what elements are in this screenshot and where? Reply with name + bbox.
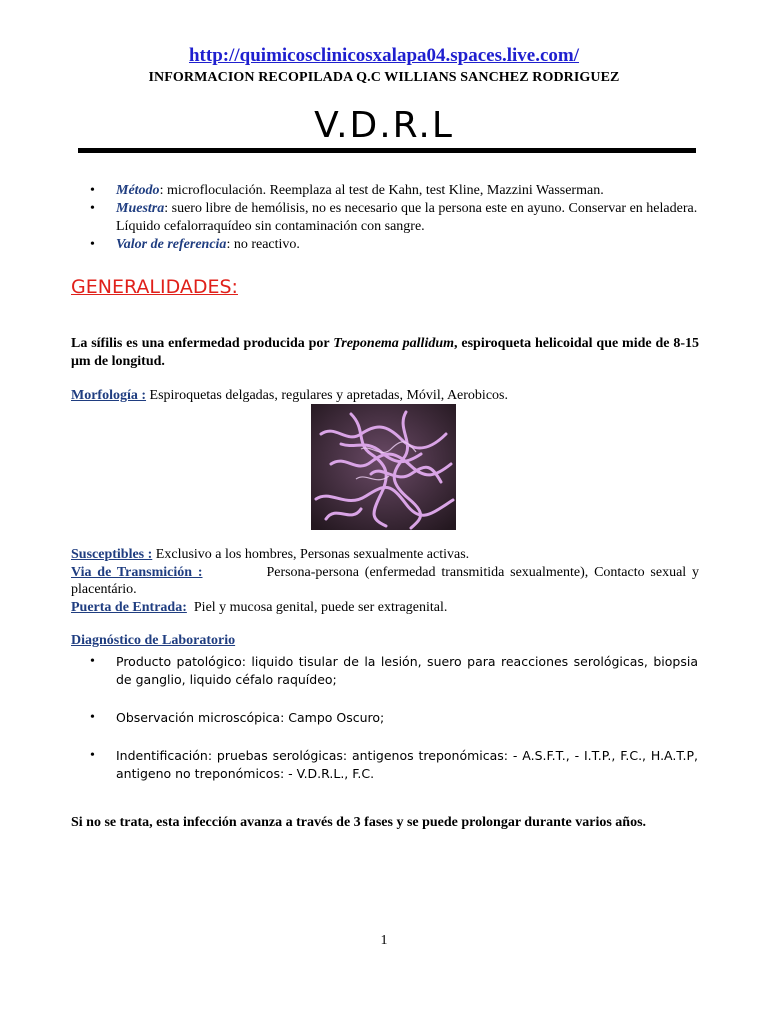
reference-label: Valor de referencia	[116, 237, 227, 252]
morphology-label: Morfología :	[71, 388, 147, 403]
summary-item-method	[88, 182, 708, 200]
summary-item-reference	[88, 236, 708, 254]
diagnosis-item: • Indentificación: pruebas serológicas: antigenos treponómicas: - A.S.F.T., - I.T.P., F.C., H.A.T.P, antigeno no treponómicos: - V.D.R.L., F.C.	[88, 747, 698, 783]
reference-text: : no reactivo.	[226, 237, 300, 252]
susceptibles-text: Exclusivo a los hombres, Personas sexualmente activas.	[152, 547, 470, 562]
entry-label: Puerta de Entrada:	[71, 600, 187, 615]
credit-line: INFORMACION RECOPILADA Q.C WILLIANS SANCHEZ RODRIGUEZ	[148, 70, 620, 85]
spirochete-micrograph	[311, 404, 456, 530]
title-divider	[78, 148, 696, 153]
morphology-text: Espiroquetas delgadas, regulares y apretadas, Móvil, Aerobicos.	[146, 388, 508, 403]
transmission-line	[71, 564, 703, 598]
intro-before: La sífilis es una enfermedad producida por	[71, 336, 334, 351]
entry-text: Piel y mucosa genital, puede ser extragenital.	[186, 600, 448, 615]
diagnosis-title: Diagnóstico de Laboratorio	[71, 633, 236, 648]
summary-item-sample	[88, 200, 708, 236]
transmission-text: Persona-persona (enfermedad transmitida sexualmente), Contacto sexual y placentário.	[71, 565, 703, 597]
diagnosis-list	[88, 653, 698, 783]
page-number: 1	[380, 933, 388, 948]
susceptibles-label: Susceptibles :	[71, 547, 153, 562]
sample-label: Muestra	[116, 201, 165, 216]
section-heading: GENERALIDADES:	[71, 276, 238, 298]
susceptibles-line	[71, 546, 699, 563]
intro-after: , espiroqueta helicoidal que mide de 8-15 μm de longitud.	[71, 336, 699, 369]
method-label: Método	[116, 183, 160, 198]
morphology-line	[71, 387, 699, 405]
intro-paragraph	[71, 335, 699, 371]
document-title: V.D.R.L	[314, 105, 454, 146]
conclusion-text: Si no se trata, esta infección avanza a través de 3 fases y se puede prolongar durante varios años.	[71, 815, 647, 830]
transmission-label: Via de Transmición :	[71, 565, 203, 580]
organism-name: Treponema pallidum	[333, 336, 455, 351]
diagnosis-item: • Producto patológico: liquido tisular de la lesión, suero para reacciones serológicas, biopsia de ganglio, liquido céfalo raquídeo;	[88, 653, 698, 689]
entry-line	[71, 599, 699, 616]
spirochete-image	[311, 404, 456, 530]
sample-text: : suero libre de hemólisis, no es necesario que la persona este en ayuno. Conservar en heladera. Líquido cefalorraquídeo sin contaminación con sangre.	[116, 201, 698, 234]
summary-list	[88, 182, 708, 254]
diagnosis-item: • Observación microscópica: Campo Oscuro;	[88, 709, 698, 727]
source-url[interactable]: http://quimicosclinicosxalapa04.spaces.live.com/	[188, 45, 580, 66]
method-text: : microfloculación. Reemplaza al test de Kahn, test Kline, Mazzini Wasserman.	[159, 183, 604, 198]
